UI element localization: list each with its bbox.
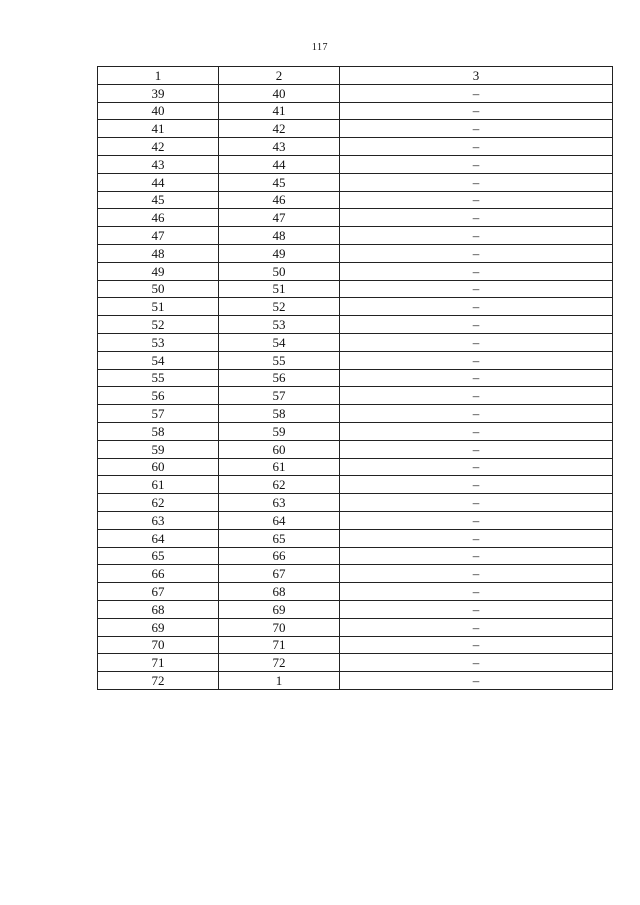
table-cell-col-2: 65 — [219, 529, 340, 547]
table-row — [98, 209, 613, 227]
column-header-1: 1 — [98, 67, 219, 85]
table-cell-col-3: – — [340, 120, 613, 138]
table-row — [98, 511, 613, 529]
table-cell-col-1: 53 — [98, 333, 219, 351]
table-row — [98, 440, 613, 458]
column-header-3: 3 — [340, 67, 613, 85]
table-cell-col-3: – — [340, 102, 613, 120]
table-cell-col-1: 66 — [98, 565, 219, 583]
table-cell-col-2: 49 — [219, 244, 340, 262]
table-cell-col-1: 68 — [98, 600, 219, 618]
table-row — [98, 547, 613, 565]
table-cell-col-2: 51 — [219, 280, 340, 298]
table-row — [98, 351, 613, 369]
table-cell-col-3: – — [340, 333, 613, 351]
table-cell-col-1: 48 — [98, 244, 219, 262]
table-cell-col-3: – — [340, 262, 613, 280]
table-row — [98, 280, 613, 298]
table-cell-col-1: 43 — [98, 155, 219, 173]
table-cell-col-3: – — [340, 618, 613, 636]
table-cell-col-1: 41 — [98, 120, 219, 138]
table-cell-col-2: 1 — [219, 672, 340, 690]
table-row — [98, 405, 613, 423]
table-cell-col-3: – — [340, 476, 613, 494]
table-cell-col-2: 61 — [219, 458, 340, 476]
table-cell-col-1: 54 — [98, 351, 219, 369]
table-cell-col-2: 45 — [219, 173, 340, 191]
table-cell-col-1: 63 — [98, 511, 219, 529]
table-cell-col-2: 67 — [219, 565, 340, 583]
table-cell-col-1: 67 — [98, 583, 219, 601]
table-row — [98, 654, 613, 672]
table-cell-col-3: – — [340, 547, 613, 565]
table-cell-col-2: 69 — [219, 600, 340, 618]
table-cell-col-3: – — [340, 511, 613, 529]
table-cell-col-1: 62 — [98, 494, 219, 512]
page-number: 117 — [311, 42, 329, 53]
table-cell-col-1: 45 — [98, 191, 219, 209]
table-cell-col-3: – — [340, 191, 613, 209]
table-row — [98, 244, 613, 262]
table-cell-col-1: 70 — [98, 636, 219, 654]
table-cell-col-1: 49 — [98, 262, 219, 280]
table-row — [98, 155, 613, 173]
table-cell-col-3: – — [340, 494, 613, 512]
table-cell-col-3: – — [340, 155, 613, 173]
table-row — [98, 636, 613, 654]
table-cell-col-3: – — [340, 405, 613, 423]
table-row — [98, 387, 613, 405]
table-cell-col-2: 43 — [219, 138, 340, 156]
table-row — [98, 494, 613, 512]
table-cell-col-2: 47 — [219, 209, 340, 227]
table-cell-col-1: 56 — [98, 387, 219, 405]
table-cell-col-1: 55 — [98, 369, 219, 387]
table-cell-col-2: 71 — [219, 636, 340, 654]
table-cell-col-2: 58 — [219, 405, 340, 423]
table-cell-col-1: 51 — [98, 298, 219, 316]
table-cell-col-2: 70 — [219, 618, 340, 636]
table-cell-col-1: 39 — [98, 84, 219, 102]
table-cell-col-2: 64 — [219, 511, 340, 529]
table-cell-col-3: – — [340, 227, 613, 245]
table-cell-col-3: – — [340, 173, 613, 191]
table-cell-col-3: – — [340, 84, 613, 102]
table-cell-col-1: 60 — [98, 458, 219, 476]
table-cell-col-2: 46 — [219, 191, 340, 209]
table-cell-col-2: 53 — [219, 316, 340, 334]
table-cell-col-3: – — [340, 244, 613, 262]
table-cell-col-2: 50 — [219, 262, 340, 280]
table-row — [98, 583, 613, 601]
table-cell-col-3: – — [340, 458, 613, 476]
table-cell-col-1: 61 — [98, 476, 219, 494]
table-cell-col-3: – — [340, 672, 613, 690]
table-row — [98, 138, 613, 156]
table-cell-col-3: – — [340, 316, 613, 334]
table-row — [98, 618, 613, 636]
table-row — [98, 120, 613, 138]
table-cell-col-2: 62 — [219, 476, 340, 494]
table-row — [98, 173, 613, 191]
table-row — [98, 600, 613, 618]
table-cell-col-2: 60 — [219, 440, 340, 458]
table-cell-col-2: 63 — [219, 494, 340, 512]
table-cell-col-2: 40 — [219, 84, 340, 102]
table-cell-col-2: 59 — [219, 422, 340, 440]
table-row — [98, 333, 613, 351]
table-row — [98, 458, 613, 476]
table-cell-col-1: 64 — [98, 529, 219, 547]
table-row — [98, 565, 613, 583]
table-cell-col-2: 68 — [219, 583, 340, 601]
table-cell-col-3: – — [340, 369, 613, 387]
table-cell-col-1: 57 — [98, 405, 219, 423]
data-table — [97, 66, 613, 690]
table-cell-col-1: 50 — [98, 280, 219, 298]
table-row — [98, 672, 613, 690]
table-row — [98, 422, 613, 440]
table-row — [98, 262, 613, 280]
table-cell-col-3: – — [340, 565, 613, 583]
table-cell-col-3: – — [340, 600, 613, 618]
table-cell-col-1: 52 — [98, 316, 219, 334]
table-row — [98, 316, 613, 334]
column-header-2: 2 — [219, 67, 340, 85]
table-cell-col-3: – — [340, 387, 613, 405]
table-cell-col-2: 57 — [219, 387, 340, 405]
table-row — [98, 298, 613, 316]
table-cell-col-2: 41 — [219, 102, 340, 120]
table-row — [98, 102, 613, 120]
table-cell-col-1: 65 — [98, 547, 219, 565]
table-cell-col-3: – — [340, 298, 613, 316]
table-row — [98, 369, 613, 387]
table-cell-col-1: 42 — [98, 138, 219, 156]
table-cell-col-2: 48 — [219, 227, 340, 245]
table-cell-col-1: 58 — [98, 422, 219, 440]
table-cell-col-3: – — [340, 654, 613, 672]
table-cell-col-1: 59 — [98, 440, 219, 458]
table-row — [98, 84, 613, 102]
table-cell-col-1: 47 — [98, 227, 219, 245]
table-cell-col-2: 54 — [219, 333, 340, 351]
table-cell-col-3: – — [340, 209, 613, 227]
table-row — [98, 227, 613, 245]
table-cell-col-1: 44 — [98, 173, 219, 191]
table-cell-col-3: – — [340, 280, 613, 298]
table-cell-col-2: 44 — [219, 155, 340, 173]
table-body — [98, 84, 613, 689]
table-cell-col-1: 40 — [98, 102, 219, 120]
table-cell-col-3: – — [340, 440, 613, 458]
table-cell-col-3: – — [340, 636, 613, 654]
header-row — [98, 67, 613, 85]
table-row — [98, 529, 613, 547]
table-cell-col-2: 56 — [219, 369, 340, 387]
table-row — [98, 476, 613, 494]
table-row — [98, 191, 613, 209]
table-cell-col-3: – — [340, 422, 613, 440]
table-cell-col-1: 46 — [98, 209, 219, 227]
table-cell-col-2: 55 — [219, 351, 340, 369]
table-cell-col-2: 42 — [219, 120, 340, 138]
table-cell-col-1: 71 — [98, 654, 219, 672]
table-cell-col-3: – — [340, 583, 613, 601]
table-cell-col-2: 72 — [219, 654, 340, 672]
table-cell-col-3: – — [340, 138, 613, 156]
table-cell-col-2: 66 — [219, 547, 340, 565]
table-cell-col-3: – — [340, 529, 613, 547]
table-cell-col-3: – — [340, 351, 613, 369]
table-cell-col-2: 52 — [219, 298, 340, 316]
table-cell-col-1: 72 — [98, 672, 219, 690]
table-header — [98, 67, 613, 85]
table-cell-col-1: 69 — [98, 618, 219, 636]
